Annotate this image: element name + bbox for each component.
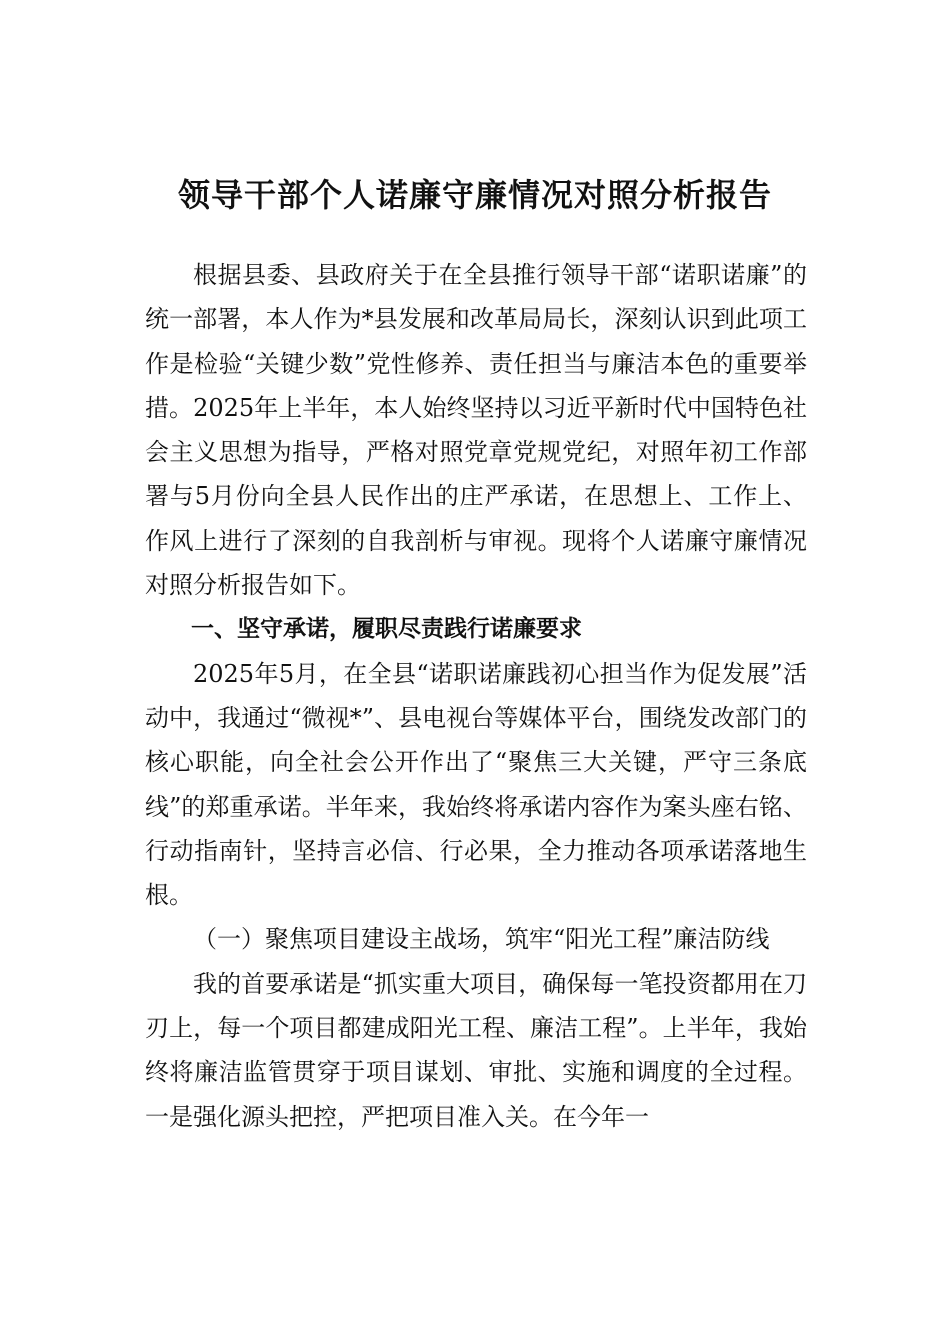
section-heading-1: 一、坚守承诺，履职尽责践行诺廉要求 [191, 616, 582, 643]
subsection-heading-1: （一）聚焦项目建设主战场，筑牢“阳光工程”廉洁防线 [193, 925, 770, 954]
document-body [145, 253, 807, 1139]
subsection-1-paragraph: 我的首要承诺是“抓实重大项目，确保每一笔投资都用在刀刃上，每一个项目都建成阳光工程、廉洁工程”。上半年，我始终将廉洁监管贯穿于项目谋划、审批、实施和调度的全过程。一是强化源头把控，严把项目准入关。在今年一 [145, 969, 807, 1131]
document-title: 领导干部个人诺廉守廉情况对照分析报告 [177, 176, 772, 214]
intro-paragraph: 根据县委、县政府关于在全县推行领导干部“诺职诺廉”的统一部署，本人作为*县发展和改革局局长，深刻认识到此项工作是检验“关键少数”党性修养、责任担当与廉洁本色的重要举措。2025年上半年，本人始终坚持以习近平新时代中国特色社会主义思想为指导，严格对照党章党规党纪，对照年初工作部署与5月份向全县人民作出的庄严承诺，在思想上、工作上、作风上进行了深刻的自我剖析与审视。现将个人诺廉守廉情况对照分析报告如下。 [145, 261, 807, 600]
section-1-paragraph: 2025年5月，在全县“诺职诺廉践初心担当作为促发展”活动中，我通过“微视*”、县电视台等媒体平台，围绕发改部门的核心职能，向全社会公开作出了“聚焦三大关键，严守三条底线”的郑重承诺。半年来，我始终将承诺内容作为案头座右铭、行动指南针，坚持言必信、行必果，全力推动各项承诺落地生根。 [145, 659, 807, 910]
